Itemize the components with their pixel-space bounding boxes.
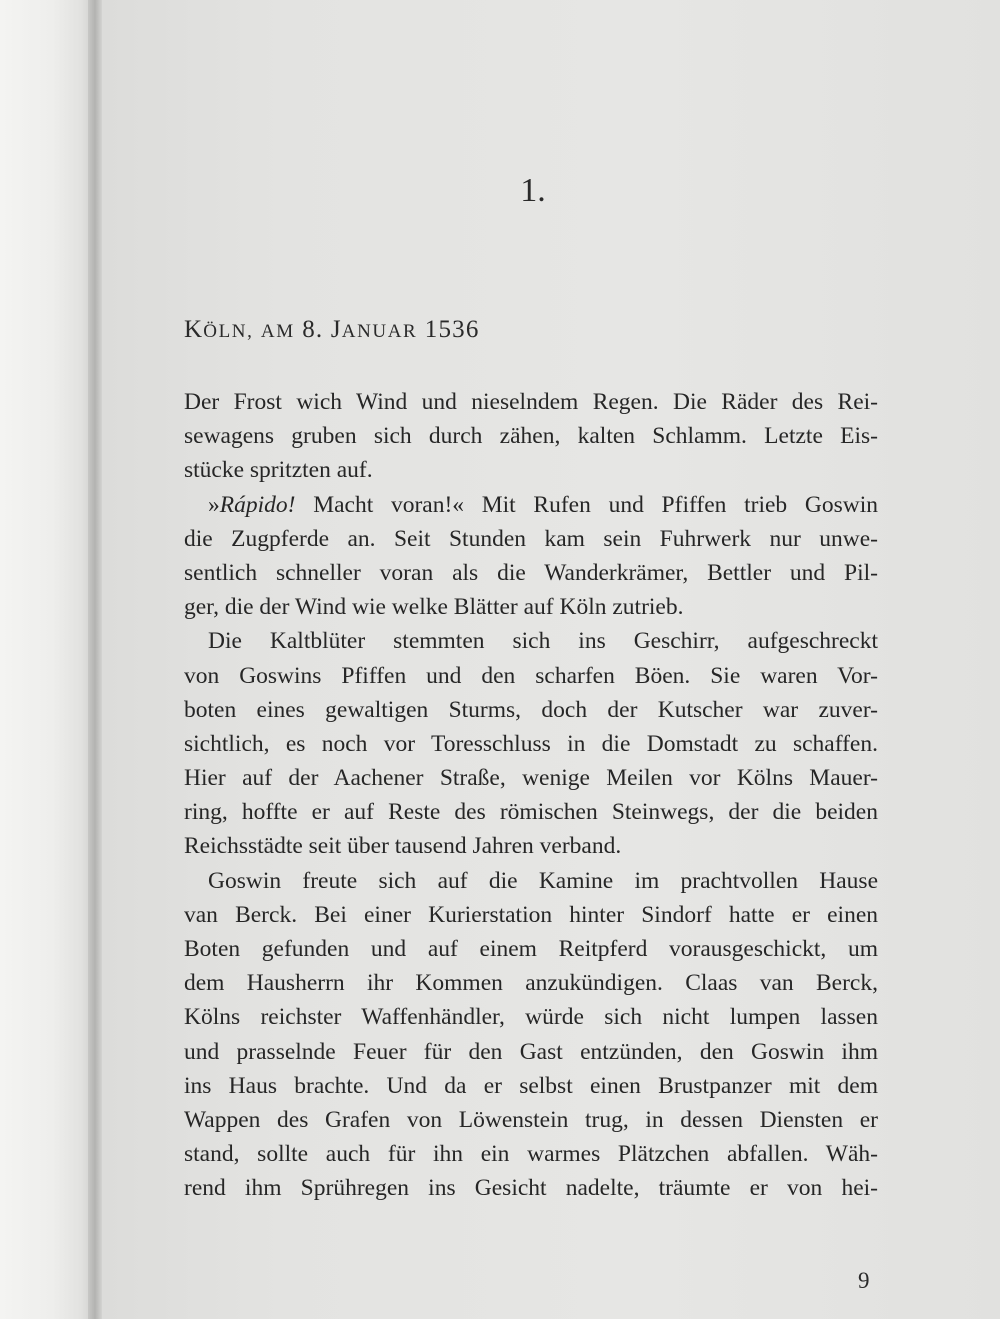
- month-rest: ANUAR: [341, 321, 418, 342]
- text-line: Kölns reichster Waffenhändler, würde sich nicht lumpen lassen: [184, 1004, 878, 1031]
- paragraph: [184, 624, 878, 863]
- text-line: ring, hoffte er auf Reste des römischen Steinwegs, der die beiden: [184, 799, 878, 826]
- text-line: rend ihm Sprühregen ins Gesicht nadelte, träumte er von hei-: [184, 1175, 878, 1202]
- text-line: stand, sollte auch für ihn ein warmes Plätzchen abfallen. Wäh-: [184, 1141, 878, 1168]
- chapter-place-date: [184, 316, 480, 344]
- text-line: Wappen des Grafen von Löwenstein trug, in dessen Diensten er: [184, 1106, 878, 1133]
- place-initial: K: [184, 316, 204, 343]
- chapter-body-text: [184, 385, 878, 1206]
- paragraph: [184, 488, 878, 625]
- text-line: ins Haus brachte. Und da er selbst einen Brustpanzer mit dem: [184, 1072, 878, 1099]
- text-line: Die Kaltblüter stemmten sich ins Geschirr, aufgeschreckt: [208, 628, 878, 655]
- text-line: »Rápido! Macht voran!« Mit Rufen und Pfiffen trieb Goswin: [208, 491, 878, 518]
- text-line: Reichsstädte seit über tausend Jahren verband.: [184, 833, 622, 860]
- text-line: Hier auf der Aachener Straße, wenige Meilen vor Kölns Mauer-: [184, 765, 878, 792]
- date-am: AM: [260, 321, 295, 342]
- text-line: sichtlich, es noch vor Toresschluss in die Domstadt zu schaffen.: [184, 730, 878, 757]
- text-line: sewagens gruben sich durch zähen, kalten Schlamm. Letzte Eis-: [184, 423, 878, 450]
- text-line: sentlich schneller voran als die Wanderkrämer, Bettler und Pil-: [184, 559, 878, 586]
- place-rest: ÖLN,: [203, 321, 254, 342]
- date-year: 1536: [424, 316, 480, 343]
- italic-word: Rápido!: [219, 491, 296, 518]
- date-day: 8.: [302, 316, 324, 343]
- text-line: dem Hausherrn ihr Kommen anzukündigen. Claas van Berck,: [184, 970, 878, 997]
- paragraph: [184, 385, 878, 488]
- text-line: von Goswins Pfiffen und den scharfen Böen. Sie waren Vor-: [184, 662, 878, 689]
- month-initial: J: [330, 316, 342, 343]
- text-line: die Zugpferde an. Seit Stunden kam sein Fuhrwerk nur unwe-: [184, 525, 878, 552]
- chapter-number: 1.: [520, 172, 546, 209]
- text-line: Goswin freute sich auf die Kamine im prachtvollen Hause: [208, 867, 878, 894]
- text-line: stücke spritzten auf.: [184, 457, 373, 484]
- paragraph: [184, 864, 878, 1206]
- text-line: boten eines gewaltigen Sturms, doch der Kutscher war zuver-: [184, 696, 878, 723]
- text-line: ger, die der Wind wie welke Blätter auf Köln zutrieb.: [184, 594, 684, 621]
- text-line: und prasselnde Feuer für den Gast entzünden, den Goswin ihm: [184, 1038, 878, 1065]
- page-number: 9: [858, 1268, 870, 1293]
- text-line: van Berck. Bei einer Kurierstation hinter Sindorf hatte er einen: [184, 901, 878, 928]
- text-line: Boten gefunden und auf einem Reitpferd vorausgeschickt, um: [184, 936, 878, 962]
- text-line: Der Frost wich Wind und nieselndem Regen. Die Räder des Rei-: [184, 389, 878, 415]
